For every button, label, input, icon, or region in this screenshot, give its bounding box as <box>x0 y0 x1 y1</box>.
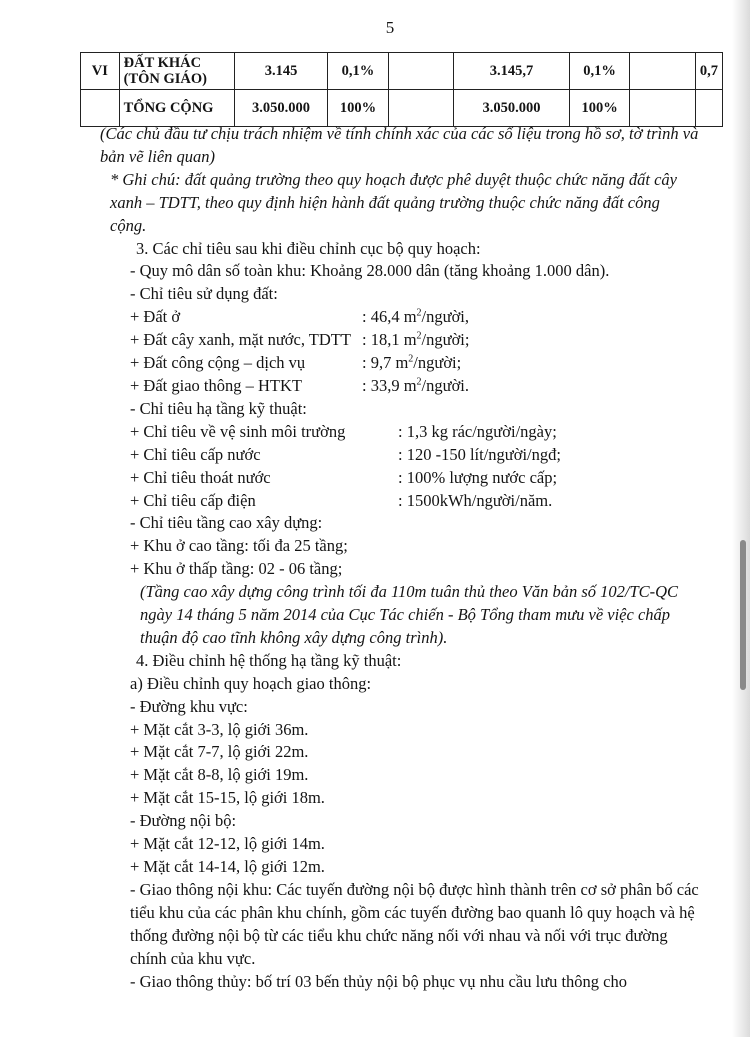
change-value <box>695 90 722 127</box>
row-number: VI <box>81 53 120 90</box>
land-item-label: + Đất cây xanh, mặt nước, TDTT <box>130 330 351 350</box>
land-use-summary-table <box>80 52 723 127</box>
road-section-item: + Mặt cắt 7-7, lộ giới 22m. <box>130 742 309 762</box>
area-value: 3.145 <box>234 53 327 90</box>
land-item-label: + Đất ở <box>130 307 181 327</box>
section-3-title: 3. Các chỉ tiêu sau khi điều chỉnh cục bộ quy hoạch: <box>136 238 481 258</box>
road-section-item: + Mặt cắt 14-14, lộ giới 12m. <box>130 857 325 876</box>
infra-item-value: : 100% lượng nước cấp; <box>398 467 558 487</box>
land-indicators-title: - Chỉ tiêu sử dụng đất: <box>130 284 278 304</box>
empty-cell <box>630 90 696 127</box>
regional-roads-title: - Đường khu vực: <box>130 696 248 716</box>
page-number: 5 <box>385 18 395 37</box>
floors-item: + Khu ở thấp tầng: 02 - 06 tầng; <box>130 559 343 579</box>
land-item-value: : 33,9 $m^2$/người. <box>362 375 470 395</box>
infra-item-label: + Chỉ tiêu về vệ sinh môi trường <box>130 421 346 441</box>
percent-value: 0,1% <box>328 53 389 90</box>
section-4-title: 4. Điều chỉnh hệ thống hạ tầng kỹ thuật: <box>136 650 402 670</box>
infra-item-value: : 1500kWh/người/năm. <box>398 490 553 510</box>
land-item <box>100 306 700 329</box>
road-section-item: + Mặt cắt 15-15, lộ giới 18m. <box>130 788 325 808</box>
adjusted-percent-value: 0,1% <box>569 53 630 90</box>
square-note: * Ghi chú: đất quảng trường theo quy hoạch được phê duyệt thuộc chức năng đất cây xanh – TDTT, theo quy định hiện hành đất quảng trường thuộc chức năng đất công cộng. <box>110 169 677 235</box>
land-type-name: TỔNG CỘNG <box>119 90 234 127</box>
road-section-item: + Mặt cắt 3-3, lộ giới 36m. <box>130 719 309 739</box>
adjusted-area-value: 3.145,7 <box>454 53 570 90</box>
table-row <box>81 90 723 127</box>
investor-note: (Các chủ đầu tư chịu trách nhiệm về tính chính xác của các số liệu trong hồ sơ, tờ trình và bản vẽ liên quan) <box>100 124 699 166</box>
change-value: 0,7 <box>695 53 722 90</box>
infra-item <box>100 490 700 513</box>
adjusted-percent-value: 100% <box>569 90 630 127</box>
water-traffic-paragraph: - Giao thông thủy: bố trí 03 bến thủy nội bộ phục vụ nhu cầu lưu thông cho <box>130 971 628 991</box>
land-type-name: ĐẤT KHÁC (TÔN GIÁO) <box>119 53 234 90</box>
infra-item <box>100 421 700 444</box>
land-item <box>100 375 700 398</box>
infra-item <box>100 444 700 467</box>
adjusted-area-value: 3.050.000 <box>454 90 570 127</box>
infra-indicators-title: - Chỉ tiêu hạ tầng kỹ thuật: <box>130 398 307 418</box>
infra-item-value: : 120 -150 lít/người/ngđ; <box>398 444 561 464</box>
empty-cell <box>388 90 453 127</box>
document-body <box>100 123 700 993</box>
table-row <box>81 53 723 90</box>
scrollbar-thumb[interactable] <box>740 540 746 690</box>
land-item-value: : 46,4 $m^2$/người, <box>362 307 470 327</box>
floors-item: + Khu ở cao tầng: tối đa 25 tầng; <box>130 536 348 556</box>
land-item-label: + Đất công cộng – dịch vụ <box>130 353 306 373</box>
empty-cell <box>388 53 453 90</box>
road-section-item: + Mặt cắt 12-12, lộ giới 14m. <box>130 834 325 854</box>
row-number <box>81 90 120 127</box>
land-item-label: + Đất giao thông – HTKT <box>130 375 302 395</box>
infra-item-label: + Chỉ tiêu cấp điện <box>130 490 256 510</box>
land-item <box>100 329 700 352</box>
infra-item-label: + Chỉ tiêu cấp nước <box>130 444 261 464</box>
internal-roads-title: - Đường nội bộ: <box>130 811 237 831</box>
section-4a-title: a) Điều chỉnh quy hoạch giao thông: <box>130 673 372 693</box>
land-item-value: : 9,7 $m^2$/người; <box>362 353 462 373</box>
page-edge-shadow <box>732 0 750 1037</box>
land-item <box>100 352 700 375</box>
floors-title: - Chỉ tiêu tầng cao xây dựng: <box>130 513 323 533</box>
population-line: - Quy mô dân số toàn khu: Khoảng 28.000 dân (tăng khoảng 1.000 dân). <box>130 261 610 281</box>
infra-item-value: : 1,3 kg rác/người/ngày; <box>398 421 557 441</box>
infra-item <box>100 467 700 490</box>
land-item-value: : 18,1 $m^2$/người; <box>362 330 470 350</box>
area-value: 3.050.000 <box>234 90 327 127</box>
infra-item-label: + Chỉ tiêu thoát nước <box>130 467 271 487</box>
empty-cell <box>630 53 696 90</box>
floors-note: (Tầng cao xây dựng công trình tối đa 110m tuân thủ theo Văn bản số 102/TC-QC ngày 14 tháng 5 năm 2014 của Cục Tác chiến - Bộ Tổng tham mưu về việc chấp thuận độ cao tĩnh không xây dựng công trình). <box>140 582 679 647</box>
percent-value: 100% <box>328 90 389 127</box>
road-section-item: + Mặt cắt 8-8, lộ giới 19m. <box>130 765 309 785</box>
internal-traffic-paragraph: - Giao thông nội khu: Các tuyến đường nội bộ được hình thành trên cơ sở phân bố các tiểu khu của các phân khu chính, gồm các tuyến đường bao quanh lô quy hoạch và hệ thống đường nội bộ từ các tiểu khu chức năng nối với nhau và nối với trục đường chính của khu vực. <box>130 879 699 968</box>
